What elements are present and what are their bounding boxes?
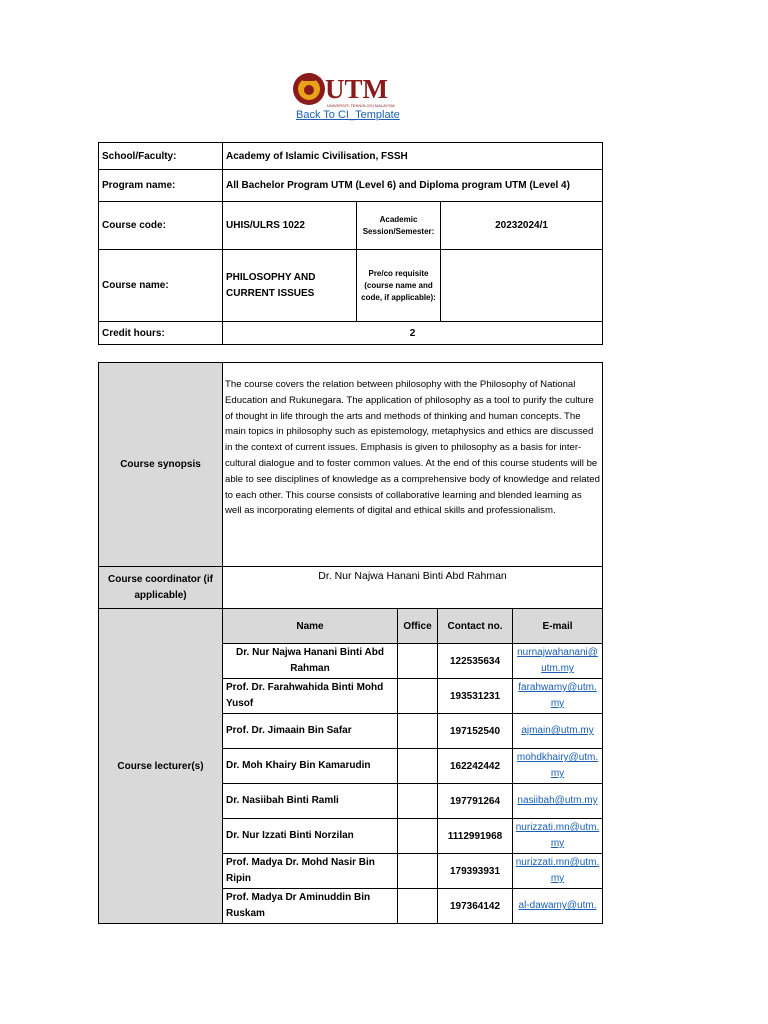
column-header-office: Office xyxy=(398,609,438,644)
coordinator-label: Course coordinator (if applicable) xyxy=(99,567,223,609)
program-label: Program name: xyxy=(99,170,223,202)
logo-text: UTM xyxy=(325,74,388,104)
synopsis-text: The course covers the relation between philosophy with the Philosophy of National Education and Rukunegara. The application of philosophy as a tool to purify the culture of thought in life through the arts and methods of thinking and human concepts. The main topics in philosophy such as epistemology, metaphysics and ethics are discussed in the context of current issues. Emphasis is given to philosophy as a basis for inter-cultural dialogue and to foster common values. At the end of this course students will be able to see disciplines of knowledge as a comprehensive body of knowledge and related to each other. This course consists of collaborative learning and blended learning as well as incorporating elements of digital and ethical skills and professionalism. xyxy=(223,363,603,567)
logo-subtext: UNIVERSITI TEKNOLOGI MALAYSIA xyxy=(327,103,395,108)
column-header-email: E-mail xyxy=(513,609,603,644)
column-header-contact: Contact no. xyxy=(438,609,513,644)
lecturer-name: Prof. Madya Dr Aminuddin Bin Ruskam xyxy=(223,889,398,924)
synopsis-label: Course synopsis xyxy=(99,363,223,567)
lecturer-office xyxy=(398,644,438,679)
course-info-table xyxy=(98,142,603,345)
utm-logo xyxy=(292,70,396,110)
lecturers-label: Course lecturer(s) xyxy=(99,609,223,924)
school-label: School/Faculty: xyxy=(99,143,223,170)
prereq-label: Pre/co requisite (course name and code, if applicable): xyxy=(357,250,441,322)
course-name-label: Course name: xyxy=(99,250,223,322)
lecturer-email-link[interactable]: farahwamy@utm.my xyxy=(513,679,603,714)
course-code-value: UHIS/ULRS 1022 xyxy=(223,202,357,250)
back-to-template-link[interactable]: Back To CI_Template xyxy=(296,109,400,121)
lecturer-office xyxy=(398,819,438,854)
lecturer-name: Dr. Moh Khairy Bin Kamarudin xyxy=(223,749,398,784)
utm-crest-icon xyxy=(292,70,396,110)
lecturer-name: Prof. Dr. Farahwahida Binti Mohd Yusof xyxy=(223,679,398,714)
lecturer-name: Dr. Nur Najwa Hanani Binti Abd Rahman xyxy=(223,644,398,679)
lecturer-office xyxy=(398,714,438,749)
prereq-value xyxy=(441,250,603,322)
lecturer-email-link[interactable]: nurizzati.mn@utm.my xyxy=(513,854,603,889)
credit-hours-value: 2 xyxy=(223,322,603,345)
lecturer-office xyxy=(398,679,438,714)
lecturer-name: Prof. Madya Dr. Mohd Nasir Bin Ripin xyxy=(223,854,398,889)
lecturer-name: Dr. Nur Izzati Binti Norzilan xyxy=(223,819,398,854)
column-header-name: Name xyxy=(223,609,398,644)
lecturer-email-link[interactable]: al-dawamy@utm. xyxy=(513,889,603,924)
lecturer-office xyxy=(398,854,438,889)
course-name-value: PHILOSOPHY AND CURRENT ISSUES xyxy=(223,250,357,322)
lecturer-email-link[interactable]: ajmain@utm.my xyxy=(513,714,603,749)
session-label: Academic Session/Semester: xyxy=(357,202,441,250)
lecturer-email-link[interactable]: nasiibah@utm.my xyxy=(513,784,603,819)
lecturer-office xyxy=(398,784,438,819)
lecturer-phone: 1112991968 xyxy=(438,819,513,854)
lecturer-phone: 122535634 xyxy=(438,644,513,679)
lecturer-email-link[interactable]: nurnajwahanani@utm.my xyxy=(513,644,603,679)
lecturer-phone: 197791264 xyxy=(438,784,513,819)
lecturer-name: Dr. Nasiibah Binti Ramli xyxy=(223,784,398,819)
lecturer-office xyxy=(398,889,438,924)
course-code-label: Course code: xyxy=(99,202,223,250)
program-value: All Bachelor Program UTM (Level 6) and Diploma program UTM (Level 4) xyxy=(223,170,603,202)
course-details-table xyxy=(98,362,603,924)
session-value: 20232024/1 xyxy=(441,202,603,250)
lecturer-phone: 162242442 xyxy=(438,749,513,784)
lecturer-office xyxy=(398,749,438,784)
school-value: Academy of Islamic Civilisation, FSSH xyxy=(223,143,603,170)
coordinator-value: Dr. Nur Najwa Hanani Binti Abd Rahman xyxy=(223,567,603,609)
lecturer-email-link[interactable]: nurizzati.mn@utm.my xyxy=(513,819,603,854)
lecturer-email-link[interactable]: mohdkhairy@utm.my xyxy=(513,749,603,784)
lecturer-phone: 179393931 xyxy=(438,854,513,889)
credit-hours-label: Credit hours: xyxy=(99,322,223,345)
lecturer-phone: 193531231 xyxy=(438,679,513,714)
lecturer-name: Prof. Dr. Jimaain Bin Safar xyxy=(223,714,398,749)
lecturer-phone: 197152540 xyxy=(438,714,513,749)
lecturer-phone: 197364142 xyxy=(438,889,513,924)
